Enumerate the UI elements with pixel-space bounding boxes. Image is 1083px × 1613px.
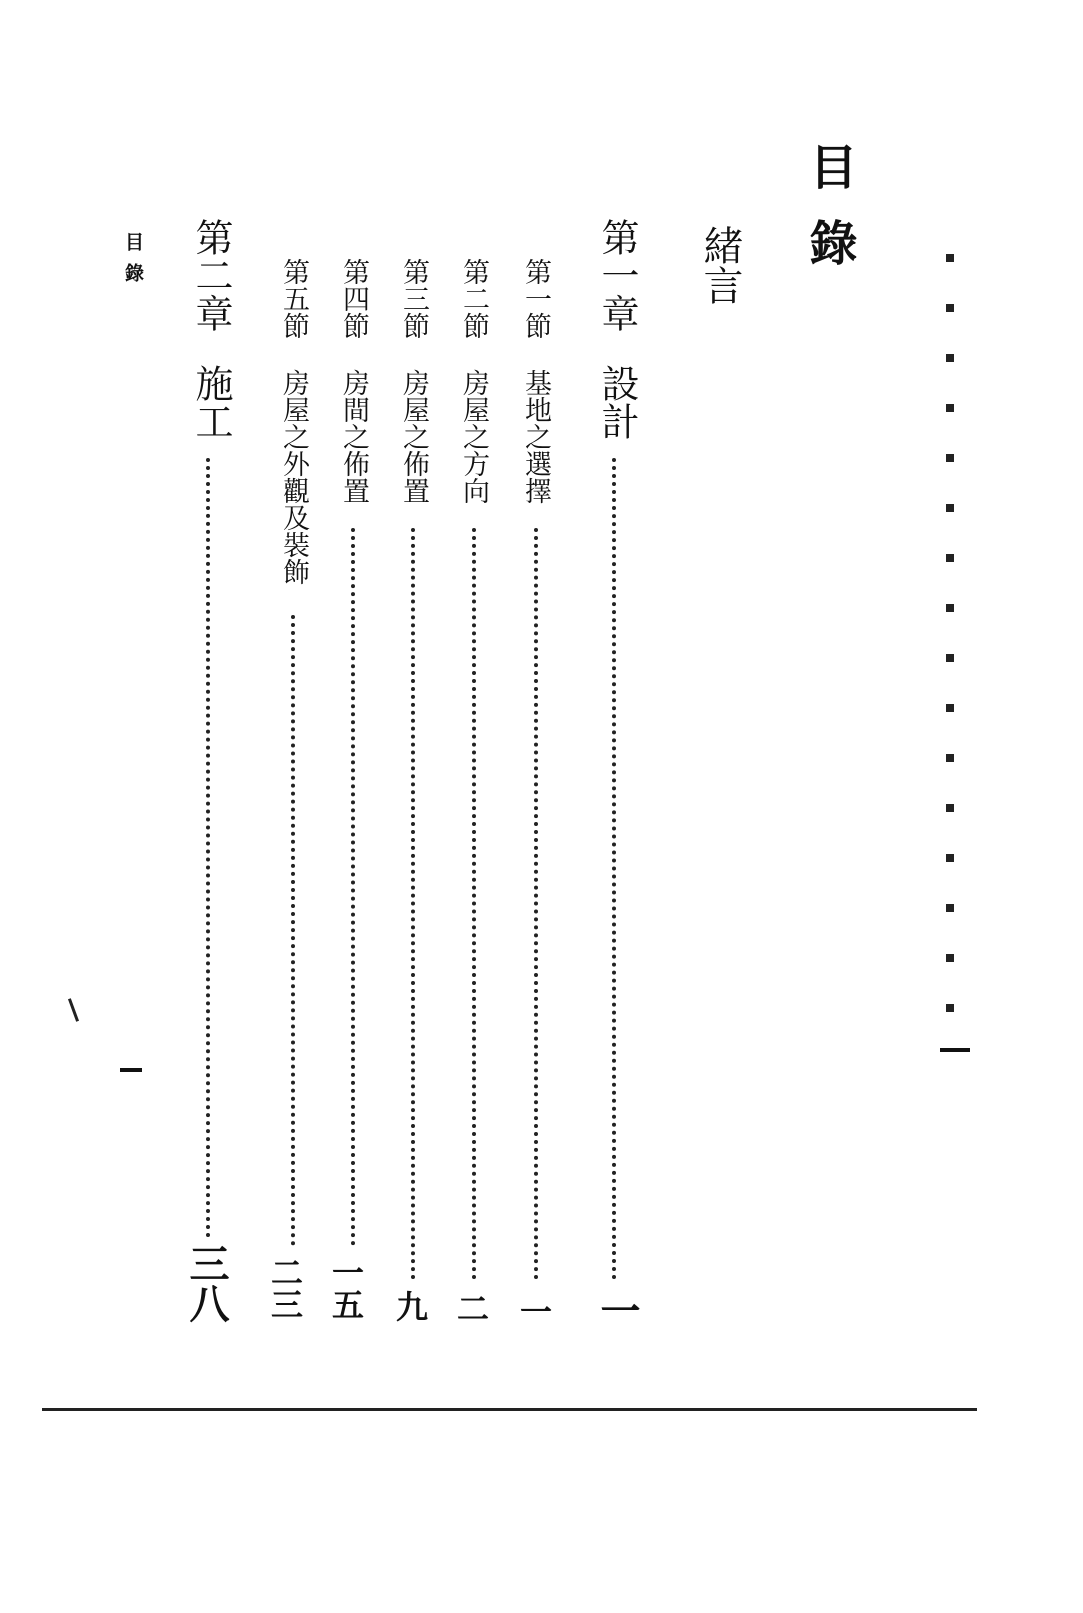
page-number: 二 — [452, 1292, 490, 1324]
bottom-rule — [42, 1408, 977, 1411]
page-number: 九 — [391, 1290, 429, 1322]
dot-leader — [351, 528, 355, 1246]
chapter-label: 第一章 — [595, 218, 639, 332]
chapter-title: 設計 — [595, 364, 639, 440]
section-label: 第三節 — [398, 258, 429, 339]
dot-leader — [534, 528, 538, 1280]
section-label: 第一節 — [520, 258, 551, 339]
dot-leader — [472, 528, 476, 1280]
page-number: 三八 — [183, 1243, 230, 1323]
section-title: 房屋之佈置 — [398, 369, 429, 504]
binding-mark — [940, 1048, 970, 1052]
dot-leader — [206, 458, 210, 1238]
section-title: 基地之選擇 — [520, 369, 551, 504]
toc-entry-preface[interactable]: 緒言 — [697, 225, 743, 305]
section-title: 房間之佈置 — [338, 369, 369, 504]
page-title: 目錄 — [801, 142, 857, 294]
dot-leader — [291, 615, 295, 1246]
running-head: 目錄 — [122, 232, 144, 294]
toc-entry-section-4[interactable] — [340, 258, 367, 504]
toc-entry-chapter-2[interactable] — [189, 218, 233, 440]
page-number: 二三 — [266, 1256, 304, 1320]
folio-mark — [120, 1068, 142, 1072]
toc-entry-section-3[interactable] — [400, 258, 427, 504]
page-number: 一五 — [327, 1256, 365, 1320]
page-number: 一 — [594, 1290, 641, 1330]
section-label: 第二節 — [458, 258, 489, 339]
scan-mark — [68, 998, 79, 1022]
binding-stitch-marks — [946, 212, 954, 1052]
toc-entry-section-2[interactable] — [460, 258, 487, 504]
dot-leader — [612, 458, 616, 1280]
page-number: 一 — [515, 1295, 553, 1327]
toc-entry-section-5[interactable] — [280, 258, 307, 585]
section-title: 房屋之方向 — [458, 369, 489, 504]
toc-entry-section-1[interactable] — [522, 258, 549, 504]
section-label: 第五節 — [278, 258, 309, 339]
chapter-title: 施工 — [189, 364, 233, 440]
dot-leader — [411, 528, 415, 1280]
section-label: 第四節 — [338, 258, 369, 339]
chapter-label: 第二章 — [189, 218, 233, 332]
section-title: 房屋之外觀及裝飾 — [278, 369, 309, 585]
toc-entry-chapter-1[interactable] — [595, 218, 639, 440]
